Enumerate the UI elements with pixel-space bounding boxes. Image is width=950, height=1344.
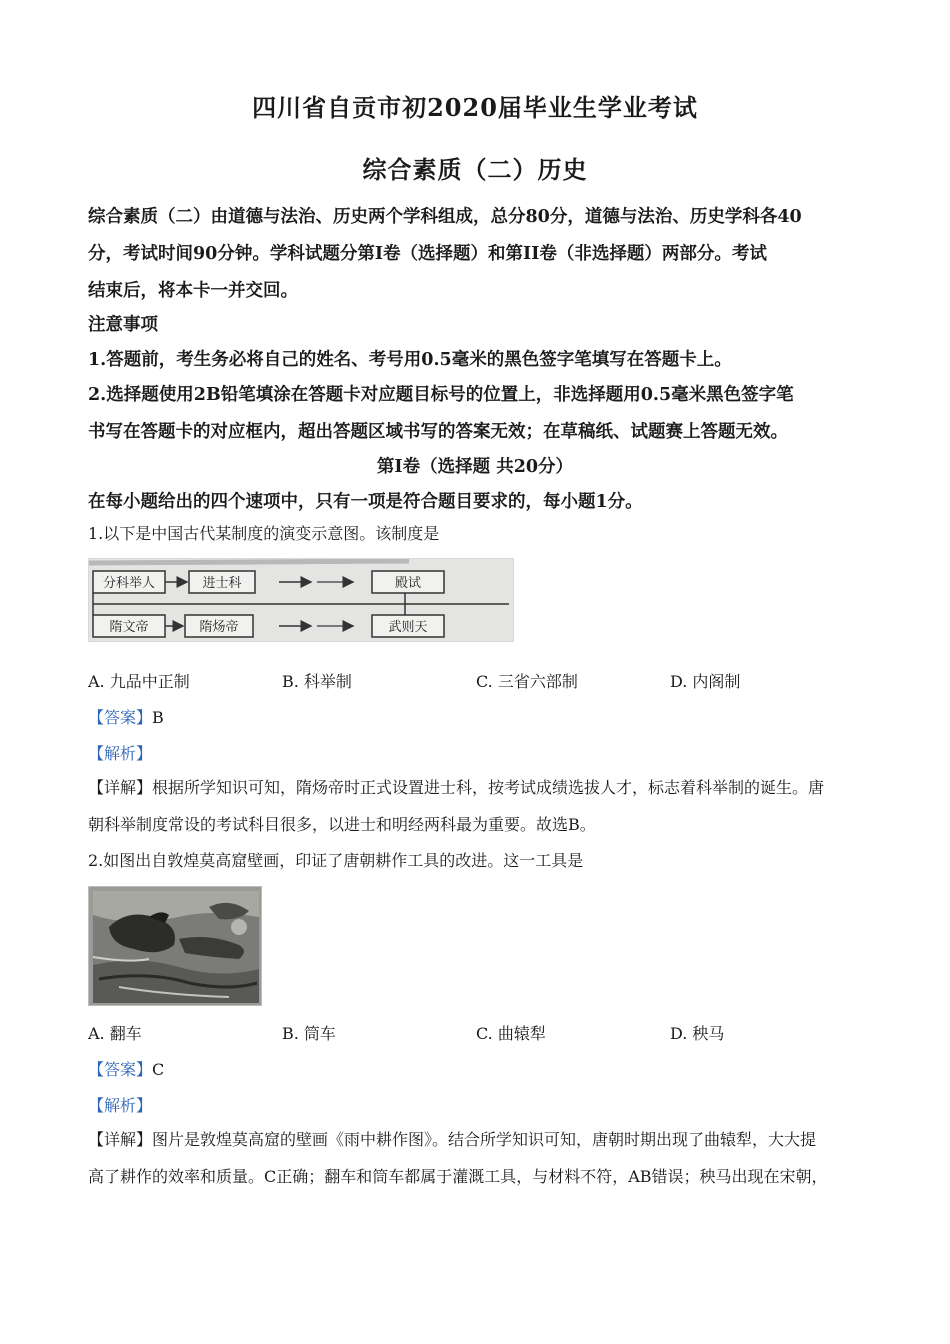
notice-line-2: 2.选择题使用2B铅笔填涂在答题卡对应题目标号的位置上，非选择题用0.5毫米黑色签字笔	[88, 385, 794, 405]
label-top-1: 分科举人	[102, 576, 156, 591]
notice-line-1: 1.答题前，考生务必将自己的姓名、考号用0.5毫米的黑色签字笔填写在答题卡上。	[88, 350, 732, 370]
section-title: 第Ⅰ卷（选择题 共20分）	[376, 457, 574, 477]
label-bottom-3: 武则天	[388, 620, 428, 635]
question-2-answer	[88, 1052, 888, 1088]
diagram-svg	[89, 559, 514, 642]
exam-title: 四川省自贡市初2020届毕业生学业考试	[252, 93, 698, 122]
question-2-detail-1: 【详解】图片是敦煌莫高窟的壁画《雨中耕作图》。结合所学知识可知，唐朝时期出现了曲辕犁，大大提	[88, 1130, 817, 1149]
question-1-diagram	[88, 558, 514, 642]
question-1-analysis-label: 【解析】	[88, 744, 153, 763]
question-2-stem: 2.如图出自敦煌莫高窟壁画，印证了唐朝耕作工具的改进。这一工具是	[88, 851, 584, 870]
section-instruction: 在每小题给出的四个速项中，只有一项是符合题目要求的，每小题1分。	[88, 492, 643, 512]
notice-line-3: 书写在答题卡的对应框内，超出答题区域书写的答案无效；在草稿纸、试题赛上答题无效。	[88, 422, 788, 442]
intro-line-3: 结束后，将本卡一并交回。	[88, 281, 298, 301]
answer-value: B	[152, 708, 164, 727]
answer-value: C	[152, 1060, 165, 1079]
mural-svg	[89, 887, 262, 1006]
question-2-mural-image	[88, 886, 262, 1006]
question-1-detail-1: 【详解】根据所学知识可知，隋炀帝时正式设置进士科，按考试成绩选拔人才，标志着科举制的诞生。唐	[88, 778, 825, 797]
question-1-stem: 1.以下是中国古代某制度的演变示意图。该制度是	[88, 524, 440, 543]
label-bottom-1: 隋文帝	[109, 620, 149, 635]
subject-title: 综合素质（二）历史	[362, 155, 588, 184]
question-2-option-a: A. 翻车	[88, 1024, 142, 1043]
question-2-analysis-label: 【解析】	[88, 1096, 153, 1115]
label-bottom-2: 隋炀帝	[199, 620, 239, 635]
question-1-answer	[88, 700, 888, 736]
notice-heading: 注意事项	[88, 315, 158, 335]
label-top-2: 进士科	[202, 576, 242, 591]
question-1-option-d: D. 内阁制	[670, 672, 741, 691]
question-1-option-a: A. 九品中正制	[88, 672, 190, 691]
question-1-option-b: B. 科举制	[282, 672, 352, 691]
intro-line-2: 分，考试时间90分钟。学科试题分第Ⅰ卷（选择题）和第II卷（非选择题）两部分。考试	[88, 244, 767, 264]
question-2-detail-2: 高了耕作的效率和质量。C正确；翻车和筒车都属于灌溉工具，与材料不符，AB错误；秧马出现在宋朝，	[88, 1167, 828, 1186]
answer-label: 【答案】	[88, 1060, 153, 1079]
answer-label: 【答案】	[88, 708, 153, 727]
question-1-option-c: C. 三省六部制	[476, 672, 578, 691]
label-top-3: 殿试	[394, 576, 422, 591]
question-2-option-c: C. 曲辕犁	[476, 1024, 546, 1043]
question-1-detail-2: 朝科举制度常设的考试科目很多，以进士和明经两科最为重要。故选B。	[88, 815, 596, 834]
intro-line-1: 综合素质（二）由道德与法治、历史两个学科组成，总分80分，道德与法治、历史学科各40	[88, 207, 802, 227]
question-2-option-d: D. 秧马	[670, 1024, 725, 1043]
question-2-option-b: B. 筒车	[282, 1024, 336, 1043]
